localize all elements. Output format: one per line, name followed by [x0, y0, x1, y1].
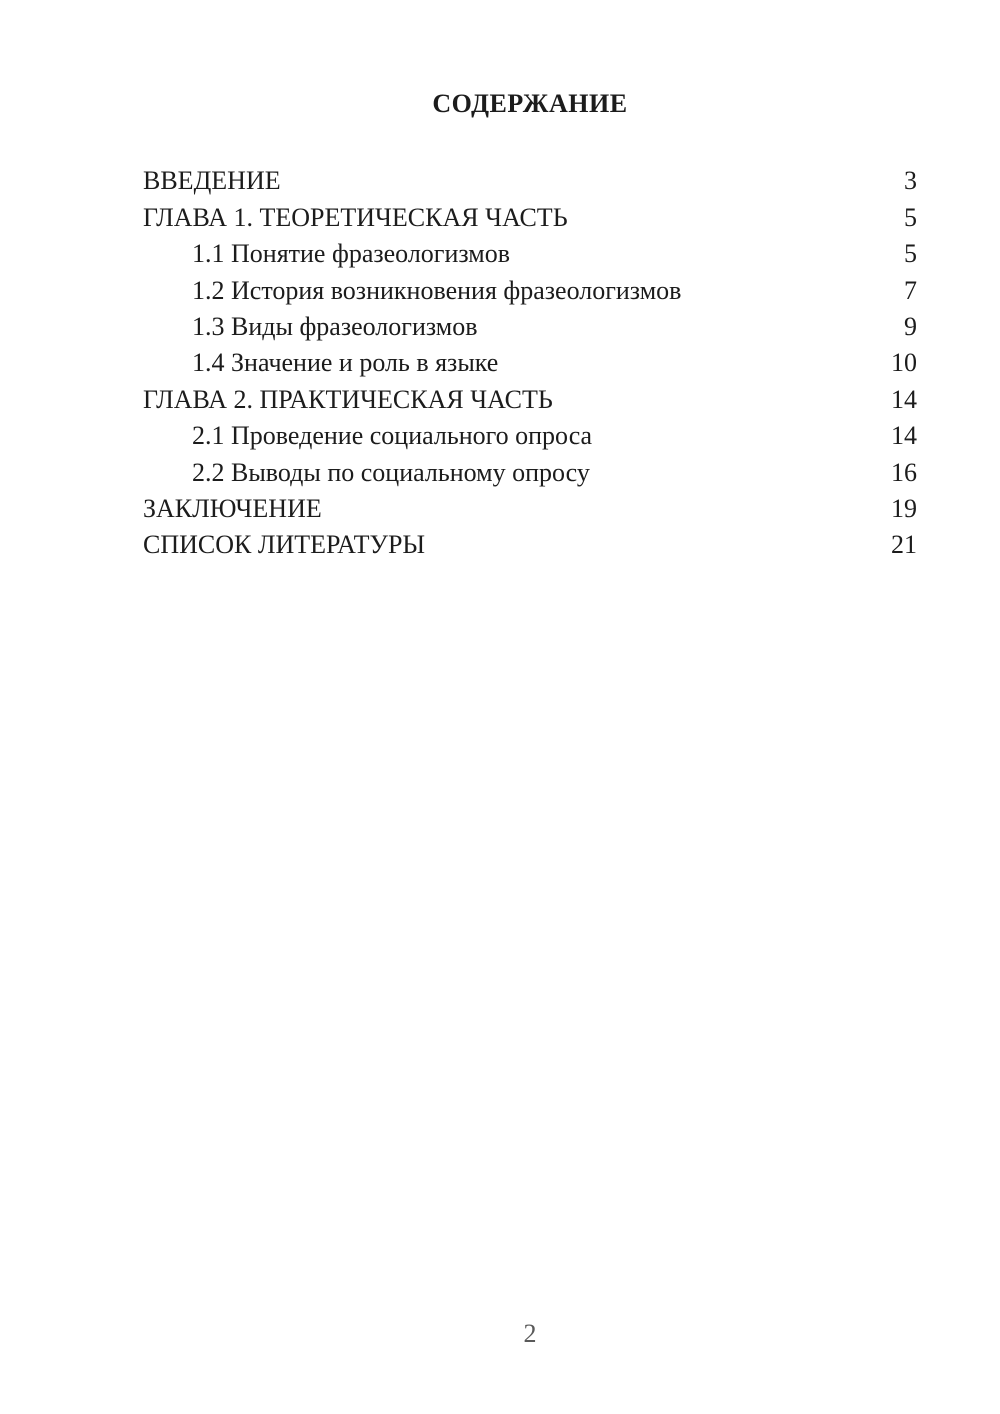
toc-entry: [143, 200, 917, 236]
toc-entry: [143, 527, 917, 563]
toc-entry-page: 3: [904, 166, 917, 196]
toc-entry-page: 21: [891, 530, 917, 560]
toc-list: [143, 163, 917, 563]
toc-entry-label: ЗАКЛЮЧЕНИЕ: [143, 494, 322, 524]
toc-entry-label: 1.4 Значение и роль в языке: [192, 348, 499, 378]
footer-page-number: 2: [523, 1319, 537, 1348]
toc-entry-page: 16: [891, 457, 917, 487]
toc-entry-label: 2.2 Выводы по социальному опросу: [192, 457, 590, 487]
toc-entry: [143, 418, 917, 454]
toc-entry: [143, 455, 917, 491]
toc-entry: [143, 236, 917, 272]
toc-entry: [143, 345, 917, 381]
toc-entry: [143, 491, 917, 527]
toc-entry-label: ВВЕДЕНИЕ: [143, 166, 281, 196]
toc-entry-label: 2.1 Проведение социального опроса: [192, 421, 593, 451]
toc-entry-page: 5: [904, 202, 917, 232]
toc-entry: [143, 309, 917, 345]
toc-entry-page: 9: [904, 312, 917, 342]
toc-entry-page: 10: [891, 348, 917, 378]
toc-entry-page: 19: [891, 494, 917, 524]
toc-entry-label: 1.2 История возникновения фразеологизмов: [192, 275, 682, 305]
toc-entry: [143, 163, 917, 199]
toc-entry: [143, 273, 917, 309]
toc-entry-label: ГЛАВА 2. ПРАКТИЧЕСКАЯ ЧАСТЬ: [143, 384, 553, 414]
toc-entry-page: 14: [891, 421, 917, 451]
toc-entry-page: 5: [904, 239, 917, 269]
toc-entry-label: СПИСОК ЛИТЕРАТУРЫ: [143, 530, 426, 560]
toc-entry-label: 1.1 Понятие фразеологизмов: [192, 239, 511, 269]
toc-entry-label: ГЛАВА 1. ТЕОРЕТИЧЕСКАЯ ЧАСТЬ: [143, 202, 568, 232]
toc-entry-page: 7: [904, 275, 917, 305]
toc-entry: [143, 382, 917, 418]
toc-entry-page: 14: [891, 384, 917, 414]
toc-title: СОДЕРЖАНИЕ: [432, 89, 628, 118]
toc-entry-label: 1.3 Виды фразеологизмов: [192, 312, 478, 342]
